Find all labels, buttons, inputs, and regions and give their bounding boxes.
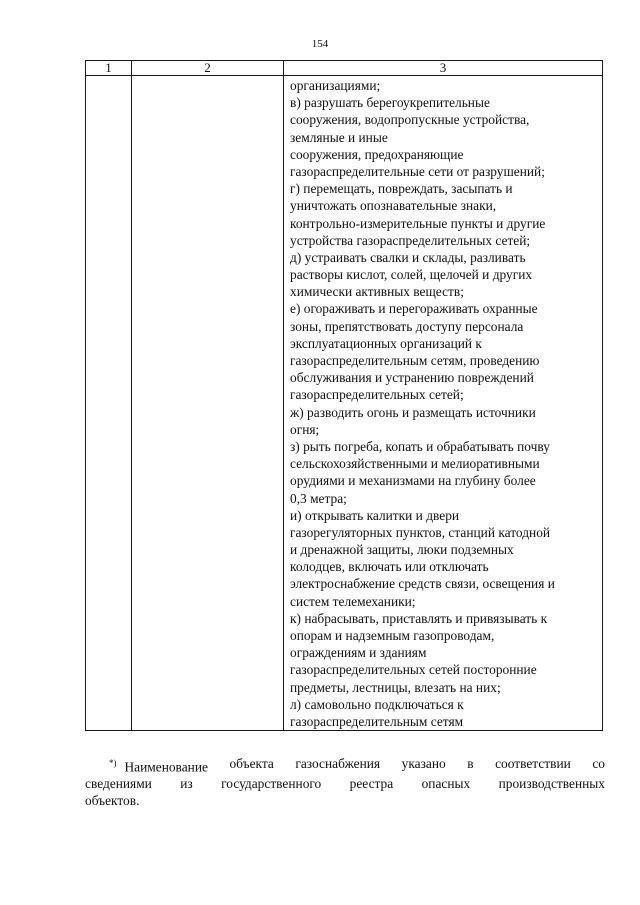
footnote-word: газоснабжения — [295, 756, 381, 771]
text-line: л) самовольно подключаться к — [290, 696, 464, 712]
footnote-word — [109, 755, 208, 775]
table-header-row — [86, 61, 603, 76]
text-line: газораспределительные сети от разрушений; — [290, 163, 545, 179]
text-line: к) набрасывать, приставлять и привязывать к — [290, 610, 548, 626]
footnote-word: производственных — [498, 776, 605, 792]
text-line: в) разрушать берегоукрепительные — [290, 95, 490, 111]
table-cell-col2 — [132, 76, 284, 731]
footnote-word: указано — [401, 756, 446, 771]
table-header-col1: 1 — [86, 61, 132, 76]
text-line: орудиями и механизмами на глубину более — [290, 473, 536, 489]
footnote-word: со — [592, 756, 605, 771]
text-line: з) рыть погреба, копать и обрабатывать почву — [290, 438, 550, 454]
text-line: растворы кислот, солей, щелочей и других — [290, 267, 533, 283]
text-line: зоны, препятствовать доступу персонала — [290, 318, 524, 334]
text-line: огня; — [290, 421, 320, 437]
footnote-word: объекта — [229, 756, 274, 771]
text-line: газорегуляторных пунктов, станций катодной — [290, 524, 551, 540]
text-line: газораспределительным сетям, проведению — [290, 353, 540, 368]
text-line: газораспределительных сетей; — [290, 387, 464, 403]
text-line: уничтожать опознавательные знаки, — [290, 198, 497, 214]
text-line: обслуживания и устранению повреждений — [290, 370, 534, 386]
text-line: ограждениям и зданиям — [290, 645, 427, 661]
text-line: колодцев, включать или отключать — [290, 559, 489, 575]
table-header-col3: 3 — [284, 61, 603, 76]
footnote-word: государственного — [221, 776, 322, 792]
footnote-word: реестра — [349, 776, 394, 792]
page-number: 154 — [311, 38, 329, 50]
text-line: электроснабжение средств связи, освещения и — [290, 576, 555, 592]
text-line: д) устраивать свалки и склады, разливать — [290, 249, 526, 265]
requirements-table — [85, 60, 603, 731]
text-line: сельскохозяйственными и мелиоративными — [290, 456, 540, 472]
text-line: систем телемеханики; — [290, 593, 416, 609]
footnote-line-3: объектов. — [85, 793, 140, 809]
text-line: ж) разводить огонь и размещать источники — [290, 404, 536, 420]
text-line: и) открывать калитки и двери — [290, 507, 460, 523]
table-header-col2: 2 — [132, 61, 284, 76]
footnote-word: опасных — [421, 776, 471, 792]
text-line: устройства газораспределительных сетей; — [290, 232, 531, 248]
text-line: контрольно-измерительные пункты и другие — [290, 215, 546, 231]
text-line: газораспределительных сетей посторонние — [290, 662, 537, 678]
text-line: г) перемещать, повреждать, засыпать и — [290, 181, 513, 197]
footnote-line-2 — [85, 775, 605, 792]
footnote-word: соответствии — [495, 756, 571, 771]
text-line: е) огораживать и перегораживать охранные — [290, 301, 538, 317]
footnote-marker: *) — [109, 758, 117, 768]
footnote-word: сведениями — [85, 776, 152, 792]
text-line: предметы, лестницы, влезать на них; — [290, 679, 501, 695]
footnote-word: Наименование — [124, 759, 208, 775]
table-row — [86, 76, 603, 731]
text-line: организациями; — [290, 78, 381, 93]
text-line: сооружения, водопропускные устройства, — [290, 112, 530, 128]
table-cell-col1 — [86, 76, 132, 731]
footnote-word: из — [180, 776, 193, 792]
text-line: эксплуатационных организаций к — [290, 335, 482, 351]
footnote-line-1 — [85, 755, 605, 775]
text-line: газораспределительным сетям — [290, 713, 464, 729]
table-cell-col3 — [284, 76, 603, 731]
footnote-word: в — [467, 756, 474, 771]
text-line: 0,3 метра; — [290, 490, 347, 506]
text-line: сооружения, предохраняющие — [290, 146, 464, 162]
footnote — [85, 755, 605, 809]
text-line: опорам и надземным газопроводам, — [290, 628, 495, 643]
text-line: земляные и иные — [290, 129, 388, 145]
text-line: химически активных веществ; — [290, 284, 464, 300]
text-line: и дренажной защиты, люки подземных — [290, 542, 514, 558]
